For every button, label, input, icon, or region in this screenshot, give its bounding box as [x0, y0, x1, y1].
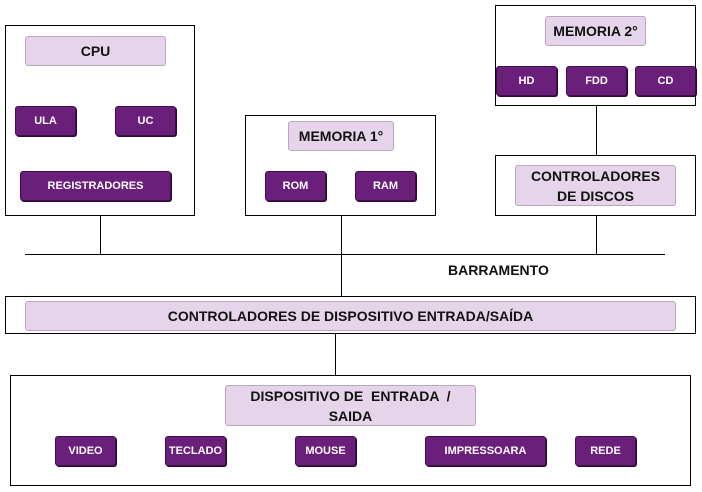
ula-chip: ULA — [15, 106, 76, 136]
bus-label: BARRAMENTO — [448, 262, 549, 278]
io-controller-label: CONTROLADORES DE DISPOSITIVO ENTRADA/SAÍDA — [25, 301, 676, 331]
cd-chip: CD — [635, 66, 696, 96]
memoria2-title: MEMORIA 2° — [545, 16, 646, 46]
disk-controller-line2: DE DISCOS — [556, 187, 634, 204]
memoria2-box — [495, 5, 696, 106]
video-chip: VIDEO — [55, 436, 116, 466]
registradores-chip: REGISTRADORES — [20, 171, 171, 201]
fdd-chip: FDD — [566, 66, 627, 96]
disk-controller-label — [515, 165, 676, 206]
devices-box — [10, 375, 691, 486]
uc-chip: UC — [115, 106, 176, 136]
teclado-chip: TECLADO — [165, 436, 226, 466]
memoria2-disk-controller-connector — [596, 105, 597, 155]
ram-chip: RAM — [355, 171, 416, 201]
hd-chip: HD — [496, 66, 557, 96]
mouse-chip: MOUSE — [295, 436, 356, 466]
devices-title-line2: SAIDA — [328, 407, 373, 424]
io-controller-devices-connector — [335, 333, 336, 375]
rede-chip: REDE — [575, 436, 636, 466]
memoria1-box — [245, 115, 436, 216]
cpu-box — [5, 25, 195, 216]
disk-controller-box — [495, 155, 696, 216]
disk-controller-line1: CONTROLADORES — [530, 167, 661, 184]
rom-chip: ROM — [265, 171, 326, 201]
cpu-title: CPU — [25, 36, 166, 66]
cpu-bus-connector — [100, 215, 101, 255]
impressoara-chip: IMPRESSOARA — [425, 436, 546, 466]
devices-title-line1: DISPOSITIVO DE ENTRADA / — [250, 387, 451, 404]
io-controller-box — [5, 296, 696, 334]
disk-controller-bus-connector — [596, 215, 597, 255]
memoria1-connector — [341, 215, 342, 297]
bus-line — [25, 254, 665, 255]
memoria1-title: MEMORIA 1° — [288, 121, 394, 151]
devices-title — [225, 385, 476, 426]
